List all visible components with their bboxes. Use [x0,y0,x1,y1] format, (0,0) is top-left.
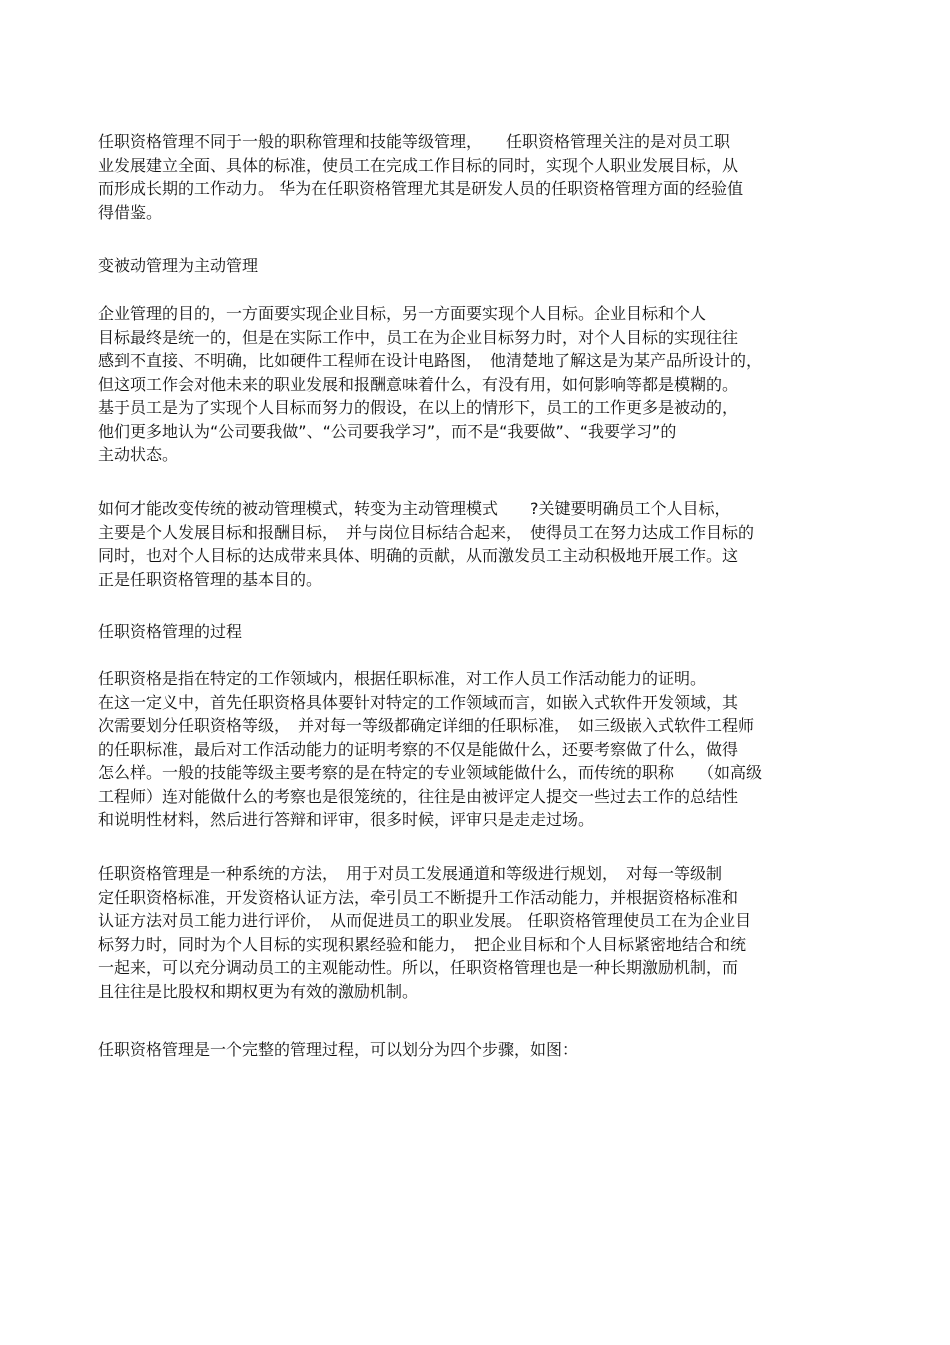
text-line: 基于员工是为了实现个人目标而努力的假设，在以上的情形下，员工的工作更多是被动的， [98,398,739,417]
section-heading-passive-to-active [98,254,258,278]
section-heading-process [98,620,242,644]
text-line: 认证方法对员工能力进行评价， 从而促进员工的职业发展。 任职资格管理使员工在为企业目 [98,911,752,930]
paragraph-qualification-definition [98,667,762,832]
text-line: 和说明性材料，然后进行答辩和评审，很多时候，评审只是走走过场。 [98,810,595,829]
text-line: 标努力时，同时为个人目标的实现积累经验和能力， 把企业目标和个人目标紧密地结合和统 [98,934,747,954]
text-line: 任职资格管理是一种系统的方法， 用于对员工发展通道和等级进行规划， 对每一等级制 [98,864,723,883]
text-line: 企业管理的目的，一方面要实现企业目标，另一方面要实现个人目标。企业目标和个人 [98,304,707,323]
text-line: 他们更多地认为“公司要我做”、“公司要我学习”，而不是“我要做”、“我要学习”的 [98,421,677,441]
text-line: 怎么样。一般的技能等级主要考察的是在特定的专业领域能做什么，而传统的职称 （如高级 [98,763,763,782]
text-line: 业发展建立全面、具体的标准，使员工在完成工作目标的同时，实现个人职业发展目标，从 [98,155,739,175]
text-line: 目标最终是统一的，但是在实际工作中，员工在为企业目标努力时，对个人目标的实现往往 [98,327,739,347]
text-line: 次需要划分任职资格等级， 并对每一等级都确定详细的任职标准， 如三级嵌入式软件工程师 [98,716,755,735]
text-line: 如何才能改变传统的被动管理模式，转变为主动管理模式 ?关键要明确员工个人目标， [98,499,731,518]
text-line: 同时，也对个人目标的达成带来具体、明确的贡献，从而激发员工主动积极地开展工作。这 [98,546,739,565]
paragraph-intro [98,130,743,224]
paragraph-four-steps [98,1038,578,1062]
text-line: 任职资格管理是一个完整的管理过程，可以划分为四个步骤，如图： [98,1040,579,1059]
paragraph-how-to-change [98,497,754,591]
heading-text: 变被动管理为主动管理 [98,256,259,275]
text-line: 但这项工作会对他未来的职业发展和报酬意味着什么，有没有用，如何影响等都是模糊的。 [98,374,739,394]
text-line: 主动状态。 [98,445,179,464]
text-line: 的任职标准，最后对工作活动能力的证明考察的不仅是能做什么，还要考察做了什么，做得 [98,739,739,759]
text-line: 而形成长期的工作动力。 华为在任职资格管理尤其是研发人员的任职资格管理方面的经验值 [98,179,744,198]
text-line: 任职资格是指在特定的工作领域内，根据任职标准，对工作人员工作活动能力的证明。 [98,669,707,688]
text-line: 在这一定义中，首先任职资格具体要针对特定的工作领域而言，如嵌入式软件开发领域，其 [98,692,739,712]
paragraph-management-purpose [98,302,762,467]
text-line: 任职资格管理不同于一般的职称管理和技能等级管理， 任职资格管理关注的是对员工职 [98,132,731,151]
text-line: 且往往是比股权和期权更为有效的激励机制。 [98,981,419,1001]
heading-text: 任职资格管理的过程 [98,622,243,641]
text-line: 正是任职资格管理的基本目的。 [98,569,323,589]
text-line: 得借鉴。 [98,202,163,222]
text-line: 定任职资格标准，开发资格认证方法，牵引员工不断提升工作活动能力，并根据资格标准和 [98,887,739,907]
text-line: 一起来，可以充分调动员工的主观能动性。所以，任职资格管理也是一种长期激励机制，而 [98,958,739,977]
text-line: 主要是个人发展目标和报酬目标， 并与岗位目标结合起来， 使得员工在努力达成工作目标的 [98,522,755,542]
text-line: 工程师）连对能做什么的考察也是很笼统的，往往是由被评定人提交一些过去工作的总结性 [98,786,739,806]
text-line: 感到不直接、不明确，比如硬件工程师在设计电路图， 他清楚地了解这是为某产品所设计的， [98,351,763,370]
paragraph-system-method [98,862,751,1003]
